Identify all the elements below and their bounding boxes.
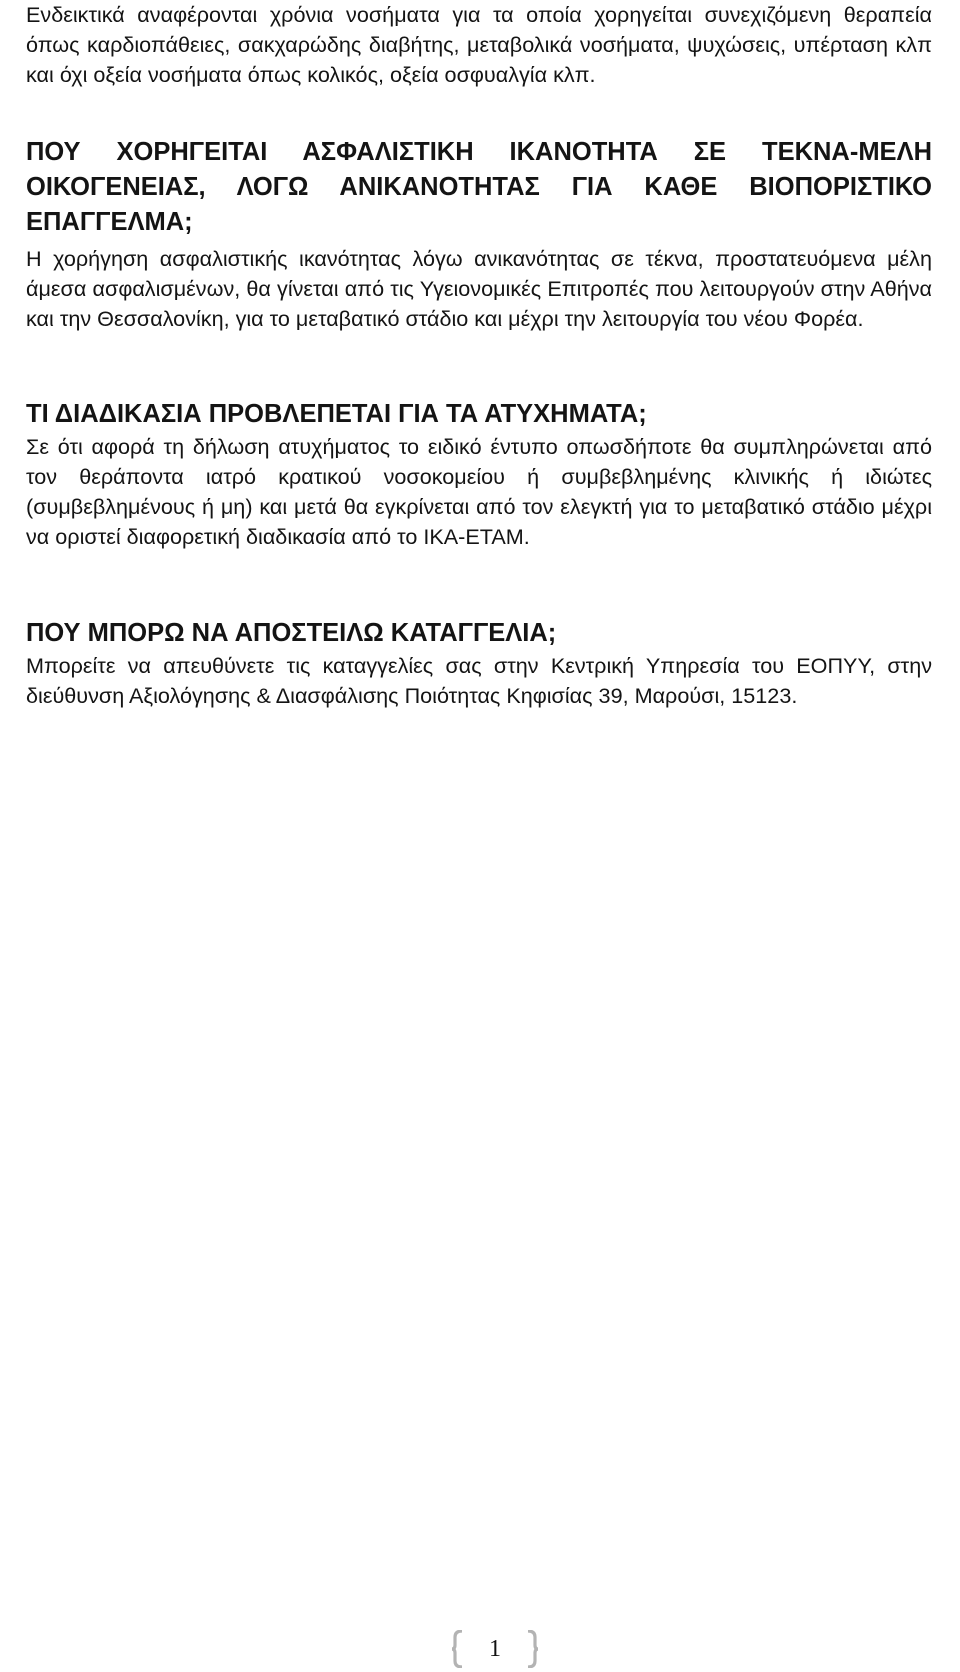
page-number-frame [451, 1630, 539, 1668]
intro-paragraph: Ενδεικτικά αναφέρονται χρόνια νοσήματα για τα οποία χορηγείται συνεχιζόμενη θεραπεία όπως καρδιοπάθειες, σακχαρώδης διαβήτης, μεταβολικά νοσήματα, ψυχώσεις, υπέρταση κλπ και όχι οξεία νοσήματα όπως κολικός, οξεία οσφυαλγία κλπ. [26, 2, 932, 87]
section-heading: ΠΟΥ ΧΟΡΗΓΕΙΤΑΙ ΑΣΦΑΛΙΣΤΙΚΗ ΙΚΑΝΟΤΗΤΑ ΣΕ ΤΕΚΝΑ-ΜΕΛΗ ΟΙΚΟΓΕΝΕΙΑΣ, ΛΟΓΩ ΑΝΙΚΑΝΟΤΗΤΑΣ ΓΙΑ ΚΑΘΕ ΒΙΟΠΟΡΙΣΤΙΚΟ ΕΠΑΓΓΕΛΜΑ; [26, 138, 932, 236]
section-insurance-capacity [26, 135, 932, 334]
section-body: Η χορήγηση ασφαλιστικής ικανότητας λόγω ανικανότητας σε τέκνα, προστατευόμενα μέλη άμεσα ασφαλισμένων, θα γίνεται από τις Υγειονομικές Επιτροπές που λειτουργούν στην Αθήνα και την Θεσσαλονίκη, για το μεταβατικό στάδιο και μέχρι την λειτουργία του νέου Φορέα. [26, 246, 932, 331]
intro-section [26, 0, 932, 90]
section-heading: ΠΟΥ ΜΠΟΡΩ ΝΑ ΑΠΟΣΤΕΙΛΩ ΚΑΤΑΓΓΕΛΙΑ; [26, 619, 557, 647]
page-number: 1 [489, 1636, 501, 1662]
page-footer [0, 1630, 960, 1668]
right-brace-icon [525, 1630, 539, 1668]
section-heading: ΤΙ ΔΙΑΔΙΚΑΣΙΑ ΠΡΟΒΛΕΠΕΤΑΙ ΓΙΑ ΤΑ ΑΤΥΧΗΜΑΤΑ; [26, 400, 647, 428]
section-accidents [26, 397, 932, 552]
section-body: Σε ότι αφορά τη δήλωση ατυχήματος το ειδικό έντυπο οπωσδήποτε θα συμπληρώνεται από τον θεράποντα ιατρό κρατικού νοσοκομείου ή συμβεβλημένης κλινικής ή ιδιώτες (συμβεβλημένους ή μη) και μετά θα εγκρίνεται από τον ελεγκτή για το μεταβατικό στάδιο μέχρι να οριστεί διαφορετική διαδικασία από το ΙΚΑ-ΕΤΑΜ. [26, 434, 932, 549]
section-body: Μπορείτε να απευθύνετε τις καταγγελίες σας στην Κεντρική Υπηρεσία του ΕΟΠΥΥ, στην διεύθυνση Αξιολόγησης & Διασφάλισης Ποιότητας Κηφισίας 39, Μαρούσι, 15123. [26, 653, 932, 708]
document-page [26, 0, 932, 711]
section-complaints [26, 616, 932, 711]
